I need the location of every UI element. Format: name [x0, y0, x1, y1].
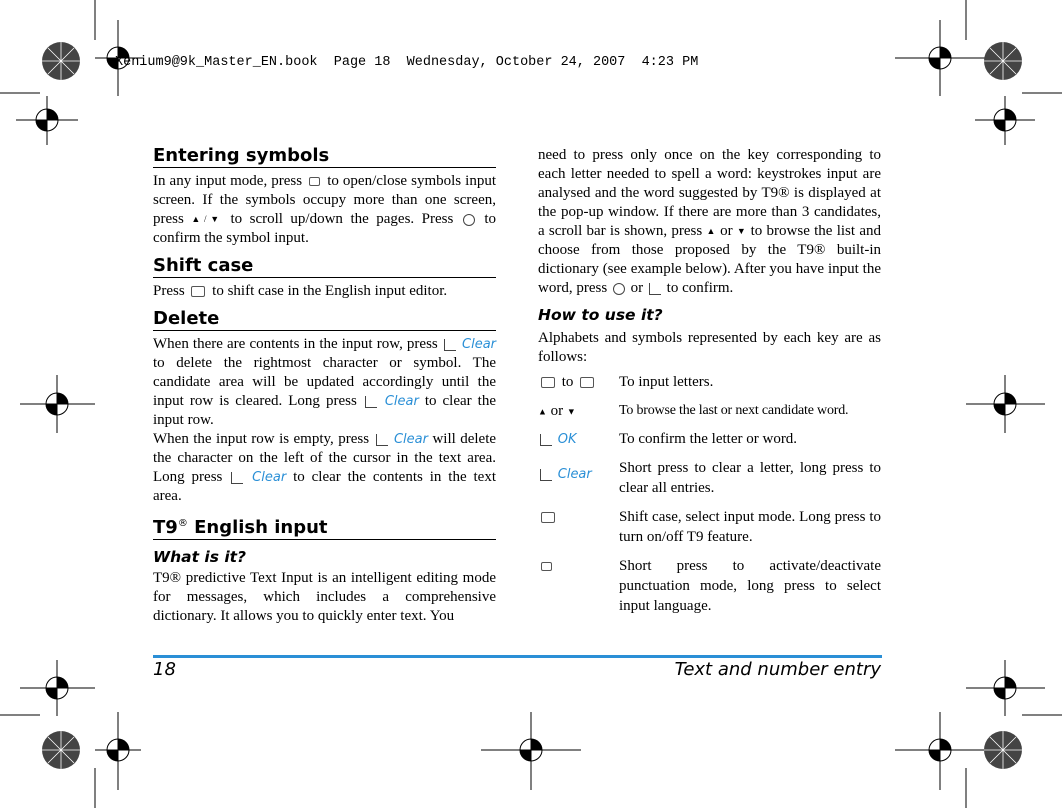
shift-case-paragraph: Press to shift case in the English input editor.: [153, 283, 448, 300]
ok-button-icon: [613, 283, 625, 295]
key-0-icon: [541, 377, 555, 388]
symbols-key-icon: [309, 177, 320, 186]
t9-paragraph-continued: need to press only once on the key corresponding to each letter needed to spell a word: keystrokes input are analysed and the word suggested by T9® is displayed at the pop-up window. If there are more than 3 candidates, a scroll bar is shown, press ▲ or ▼ to browse the list and choose from those proposed by the T9® built-in dictionary (see example below). After you have input the word, press or to confirm.: [538, 147, 881, 297]
down-arrow-icon: ▼: [736, 226, 747, 237]
symbols-key-icon: [541, 562, 552, 571]
right-column: [538, 146, 881, 367]
right-softkey-icon: [365, 396, 377, 408]
key-9-icon: [580, 377, 594, 388]
shift-key-icon: [191, 286, 205, 297]
left-softkey-icon: [540, 434, 552, 446]
how-intro: Alphabets and symbols represented by each key are as follows:: [538, 330, 881, 366]
right-softkey-icon: [444, 339, 456, 351]
section-title-delete: Delete: [153, 309, 496, 331]
subsection-what-is-it: What is it?: [153, 548, 247, 567]
entering-symbols-paragraph: In any input mode, press to open/close symbols input screen. If the symbols occupy more than one screen, press ▲/▼ to scroll up/down the pages. Press to confirm the symbol input.: [153, 173, 497, 247]
footer-rule: [153, 655, 882, 658]
up-arrow-icon: ▲: [538, 406, 547, 417]
section-title-shift-case: Shift case: [153, 256, 496, 278]
running-header: Xenium9@9k_Master_EN.book Page 18 Wednesday, October 24, 2007 4:23 PM: [115, 55, 699, 70]
right-softkey-icon: [231, 472, 243, 484]
footer-section-title: Text and number entry: [674, 659, 881, 680]
section-title-entering-symbols: Entering symbols: [153, 146, 496, 168]
left-column: [153, 146, 496, 626]
down-arrow-icon: ▼: [566, 406, 576, 417]
t9-paragraph: T9® predictive Text Input is an intelligent editing mode for messages, which includes a comprehensive dictionary. It allows you to quickly enter text. You: [153, 570, 496, 625]
shift-key-icon: [541, 512, 555, 523]
right-softkey-icon: [540, 469, 552, 481]
ok-button-icon: [463, 214, 475, 226]
delete-paragraph-1: When there are contents in the input row, press Clear to delete the rightmost character or symbol. The candidate area will be updated accordingly until the input row is cleared. Long press Clear to clear the input row.: [153, 336, 497, 429]
right-softkey-icon: [376, 434, 388, 446]
delete-paragraph-2: When the input row is empty, press Clear will delete the character on the left of the cursor in the text area. Long press Clear to clear the contents in the text area.: [153, 431, 497, 505]
up-arrow-icon: ▲: [706, 226, 716, 237]
left-softkey-icon: [649, 283, 661, 295]
up-down-arrow-icon: ▲/▼: [191, 214, 223, 225]
page-number: 18: [153, 659, 176, 680]
section-title-t9: T9® English input: [153, 514, 496, 540]
subsection-how-to-use: How to use it?: [538, 306, 663, 325]
